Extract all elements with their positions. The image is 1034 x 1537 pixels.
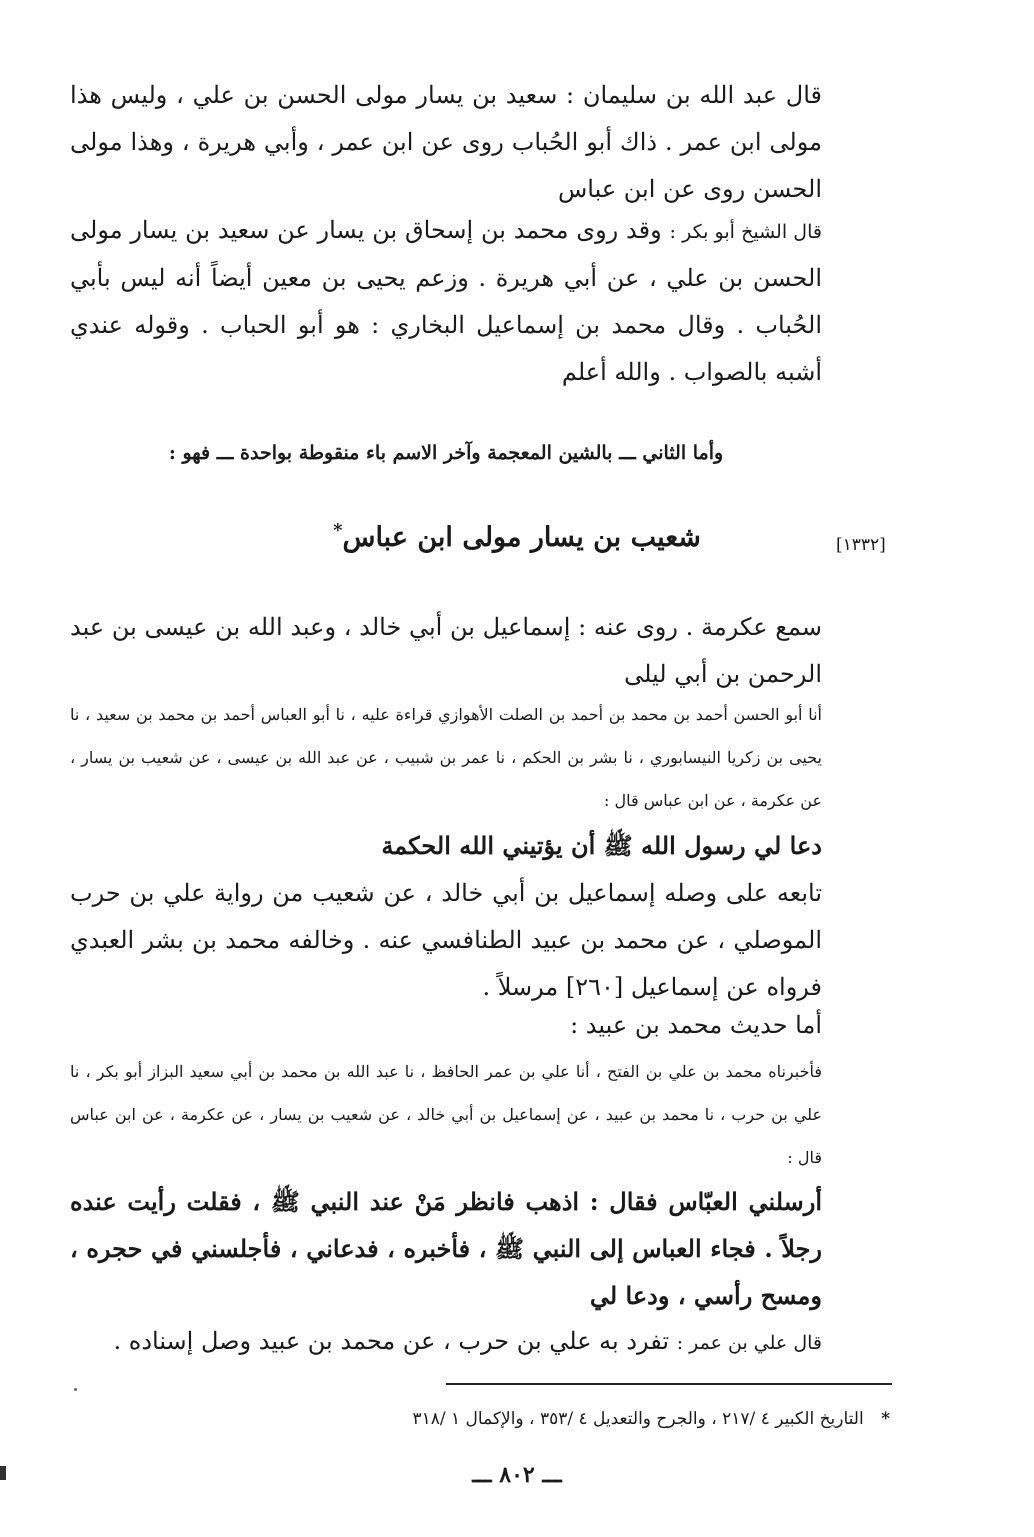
paragraph-text: تفرد به علي بن حرب ، عن محمد بن عبيد وصل إسناده . [113,1327,670,1355]
section-intro [70,430,822,476]
paragraph-text: أما حديث محمد بن عبيد : [570,1011,822,1039]
paragraph-text: وقد روى محمد بن إسحاق بن يسار عن سعيد بن يسار مولى الحسن بن علي ، عن أبي هريرة . وزعم يحيى بن معين أيضاً أنه ليس بأبي الحُباب . وقال محمد بن إسماعيل البخاري : هو أبو الحباب . وقوله عندي أشبه بالصواب . والله أعلم [70,216,822,386]
hadith-text: دعا لي رسول الله ﷺ أن يؤتيني الله الحكمة [381,831,822,860]
section-intro-text: وأما الثاني ـــ بالشين المعجمة وآخر الاسم باء منقوطة بواحدة ـــ فهو : [168,442,724,464]
footnote-mark: * [881,1409,890,1429]
isnad-text: فأخبرناه محمد بن علي بن الفتح ، أنا علي بن عمر الحافظ ، نا عبد الله بن محمد بن أبي سعيد البزاز أبو بكر ، نا علي بن حرب ، نا محمد بن عبيد ، عن إسماعيل بن أبي خالد ، عن شعيب بن يسار ، عن عكرمة ، عن ابن عباس قال : [70,1062,823,1167]
isnad-1 [70,693,822,822]
page-number: ـــ ٨٠٢ ـــ [472,1462,562,1488]
paragraph-said-sulayman [70,72,822,213]
subheading-muhammad-ubayd [70,1002,822,1049]
entry-narrators [70,604,822,698]
scan-mark [0,1466,6,1480]
footnote [200,1402,890,1436]
entry-title-text: شعيب بن يسار مولى ابن عباس [342,522,701,553]
isnad-2 [70,1050,822,1179]
hadith-1 [70,822,822,869]
footnote-divider [446,1383,892,1385]
commentary-1 [70,870,822,1011]
paragraph-text: تابعه على وصله إسماعيل بن أبي خالد ، عن شعيب من رواية علي بن حرب الموصلي ، عن محمد بن عبيد الطنافسي عنه . وخالفه محمد بن بشر العبدي فرواه عن إسماعيل [٢٦٠] مرسلاً . [70,879,822,1001]
paragraph-shaykh-abu-bakr [70,207,822,396]
paragraph-lead: قال الشيخ أبو بكر : [669,221,822,243]
hadith-text: أرسلني العبّاس فقال : اذهب فانظر مَنْ عند النبي ﷺ ، فقلت رأيت عنده رجلاً . فجاء العباس إلى النبي ﷺ ، فأخبره ، فدعاني ، فأجلسني في حجره ، ومسح رأسي ، ودعا لي [70,1187,822,1310]
footnote-text: التاريخ الكبير ٤ /٢١٧ ، والجرح والتعديل ٤ /٣٥٣ ، والإكمال ١ /٣١٨ [412,1409,864,1429]
speck [74,1388,77,1391]
entry-number: [١٣٣٢] [836,535,886,555]
closing-remark [70,1318,822,1366]
paragraph-text: قال عبد الله بن سليمان : سعيد بن يسار مولى الحسن بن علي ، وليس هذا مولى ابن عمر . ذاك أبو الحُباب روى عن ابن عمر ، وأبي هريرة ، وهذا مولى الحسن روى عن ابن عباس [70,81,822,203]
paragraph-lead: قال علي بن عمر : [676,1332,822,1354]
paragraph-text: سمع عكرمة . روى عنه : إسماعيل بن أبي خالد ، وعبد الله بن عيسى بن عبد الرحمن بن أبي ليلى [70,613,822,688]
entry-title [0,520,1034,553]
isnad-text: أنا أبو الحسن أحمد بن محمد بن أحمد بن الصلت الأهوازي قراءة عليه ، نا أبو العباس أحمد بن محمد بن سعيد ، نا يحيى بن زكريا النيسابوري ، نا بشر بن الحكم ، نا عمر بن شبيب ، عن عبد الله بن عيسى ، عن شعيب بن يسار ، عن عكرمة ، عن ابن عباس قال : [70,705,823,810]
hadith-2 [70,1178,822,1319]
entry-title-mark: * [333,520,343,541]
